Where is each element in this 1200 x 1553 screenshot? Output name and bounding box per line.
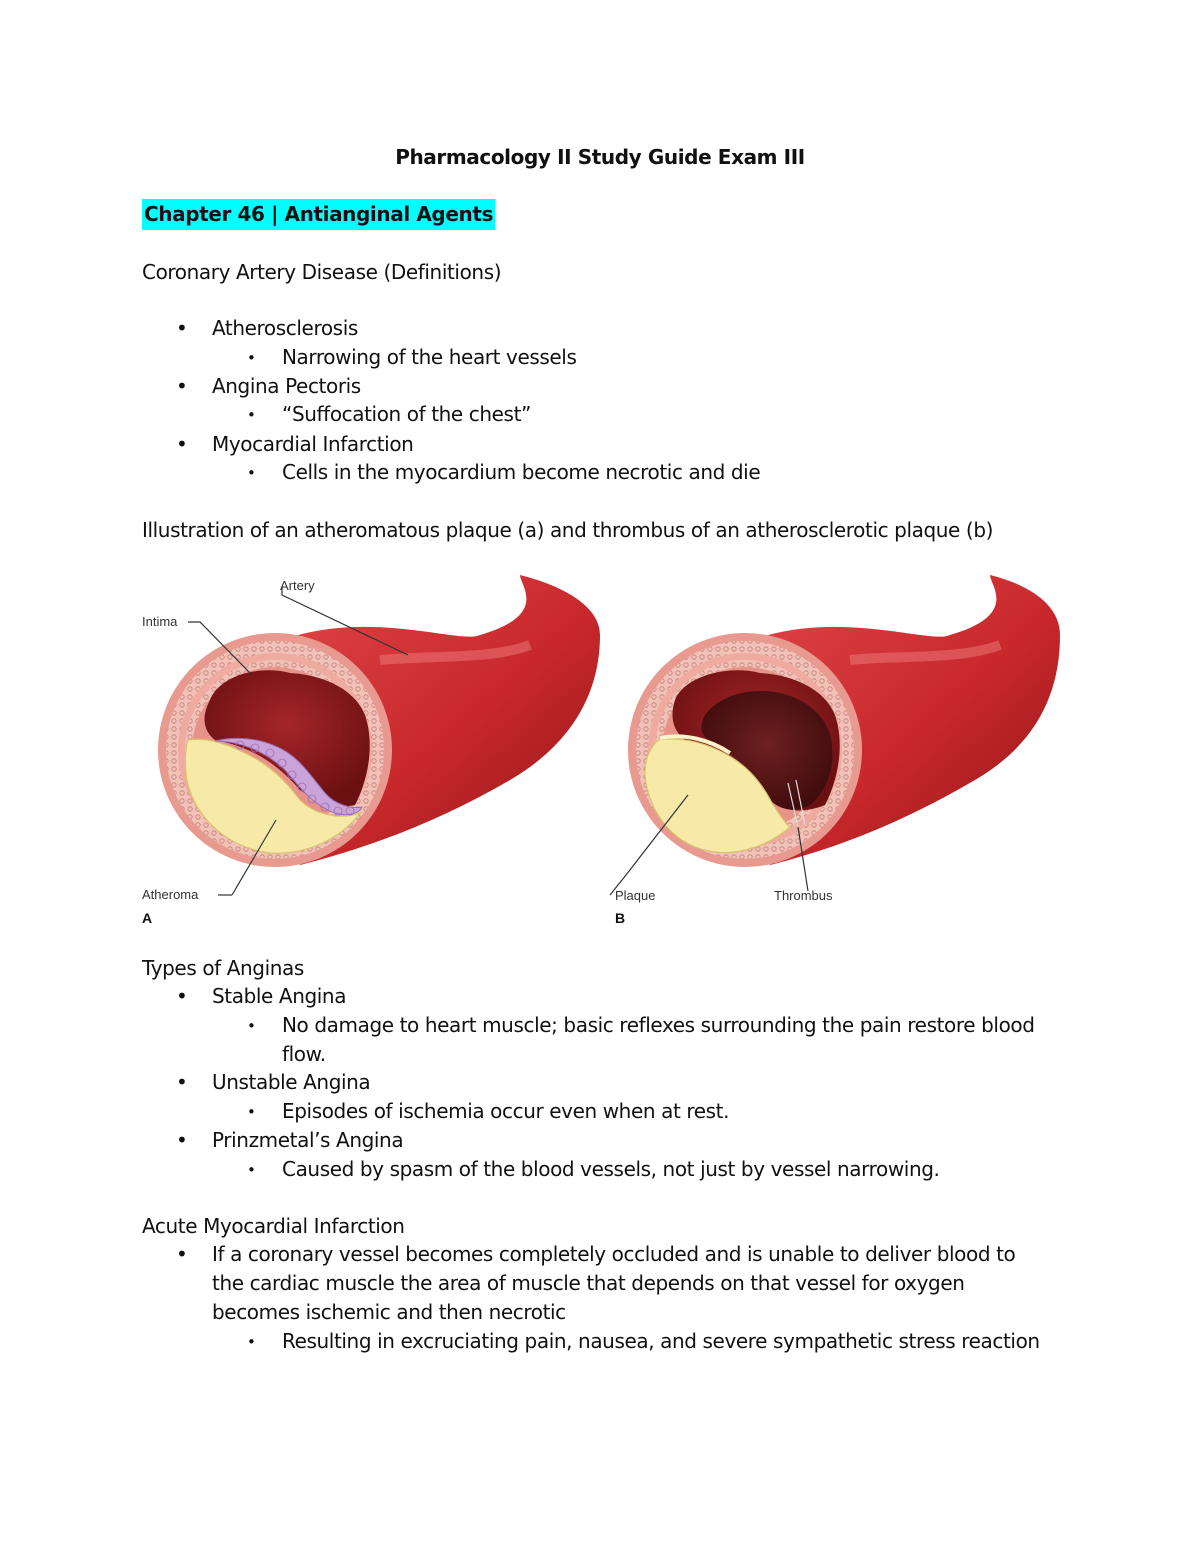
cad-heading: Coronary Artery Disease (Definitions) [142, 260, 502, 284]
cad-term: Angina Pectoris [212, 374, 361, 398]
artery-illustration [130, 565, 1070, 935]
bullet: • [176, 432, 188, 456]
label-plaque: Plaque [615, 888, 656, 903]
cad-detail: “Suffocation of the chest” [282, 402, 531, 426]
chapter-heading: Chapter 46 | Antianginal Agents [142, 199, 495, 230]
panel-a-artery [158, 575, 600, 895]
bullet: • [247, 464, 256, 482]
angina-term: Prinzmetal’s Angina [212, 1128, 404, 1152]
bullet: • [247, 1333, 256, 1351]
bullet: • [247, 1017, 256, 1035]
angina-detail: Episodes of ischemia occur even when at rest. [282, 1099, 730, 1123]
bullet: • [176, 1242, 188, 1266]
angina-term: Stable Angina [212, 984, 347, 1008]
ami-heading: Acute Myocardial Infarction [142, 1214, 405, 1238]
cad-term: Myocardial Infarction [212, 432, 414, 456]
anginas-heading: Types of Anginas [142, 956, 304, 980]
bullet: • [247, 349, 256, 367]
angina-detail: Caused by spasm of the blood vessels, not just by vessel narrowing. [282, 1157, 940, 1181]
cad-term: Atherosclerosis [212, 316, 358, 340]
document-title: Pharmacology II Study Guide Exam III [395, 145, 805, 169]
bullet: • [247, 406, 256, 424]
bullet: • [176, 984, 188, 1008]
angina-term: Unstable Angina [212, 1070, 371, 1094]
angina-detail: No damage to heart muscle; basic reflexes surrounding the pain restore blood flow. [282, 1013, 1035, 1066]
cad-detail: Cells in the myocardium become necrotic and die [282, 460, 761, 484]
panel-b-letter: B [615, 910, 626, 926]
label-intima: Intima [142, 614, 178, 629]
bullet: • [247, 1161, 256, 1179]
panel-a-letter: A [142, 910, 153, 926]
label-artery: Artery [280, 578, 315, 593]
cad-detail: Narrowing of the heart vessels [282, 345, 577, 369]
label-thrombus: Thrombus [774, 888, 833, 903]
bullet: • [176, 1070, 188, 1094]
bullet: • [176, 374, 188, 398]
ami-subpoint: Resulting in excruciating pain, nausea, and severe sympathetic stress reaction [282, 1329, 1040, 1353]
bullet: • [176, 1128, 188, 1152]
panel-b-artery [610, 575, 1060, 895]
figure-caption: Illustration of an atheromatous plaque (a) and thrombus of an atherosclerotic plaque (b) [142, 518, 994, 542]
ami-point: If a coronary vessel becomes completely occluded and is unable to deliver blood to the cardiac muscle the area of muscle that depends on that vessel for oxygen becomes ischemic and then necrotic [212, 1242, 1016, 1324]
bullet: • [247, 1103, 256, 1121]
label-atheroma: Atheroma [142, 887, 199, 902]
bullet: • [176, 316, 188, 340]
